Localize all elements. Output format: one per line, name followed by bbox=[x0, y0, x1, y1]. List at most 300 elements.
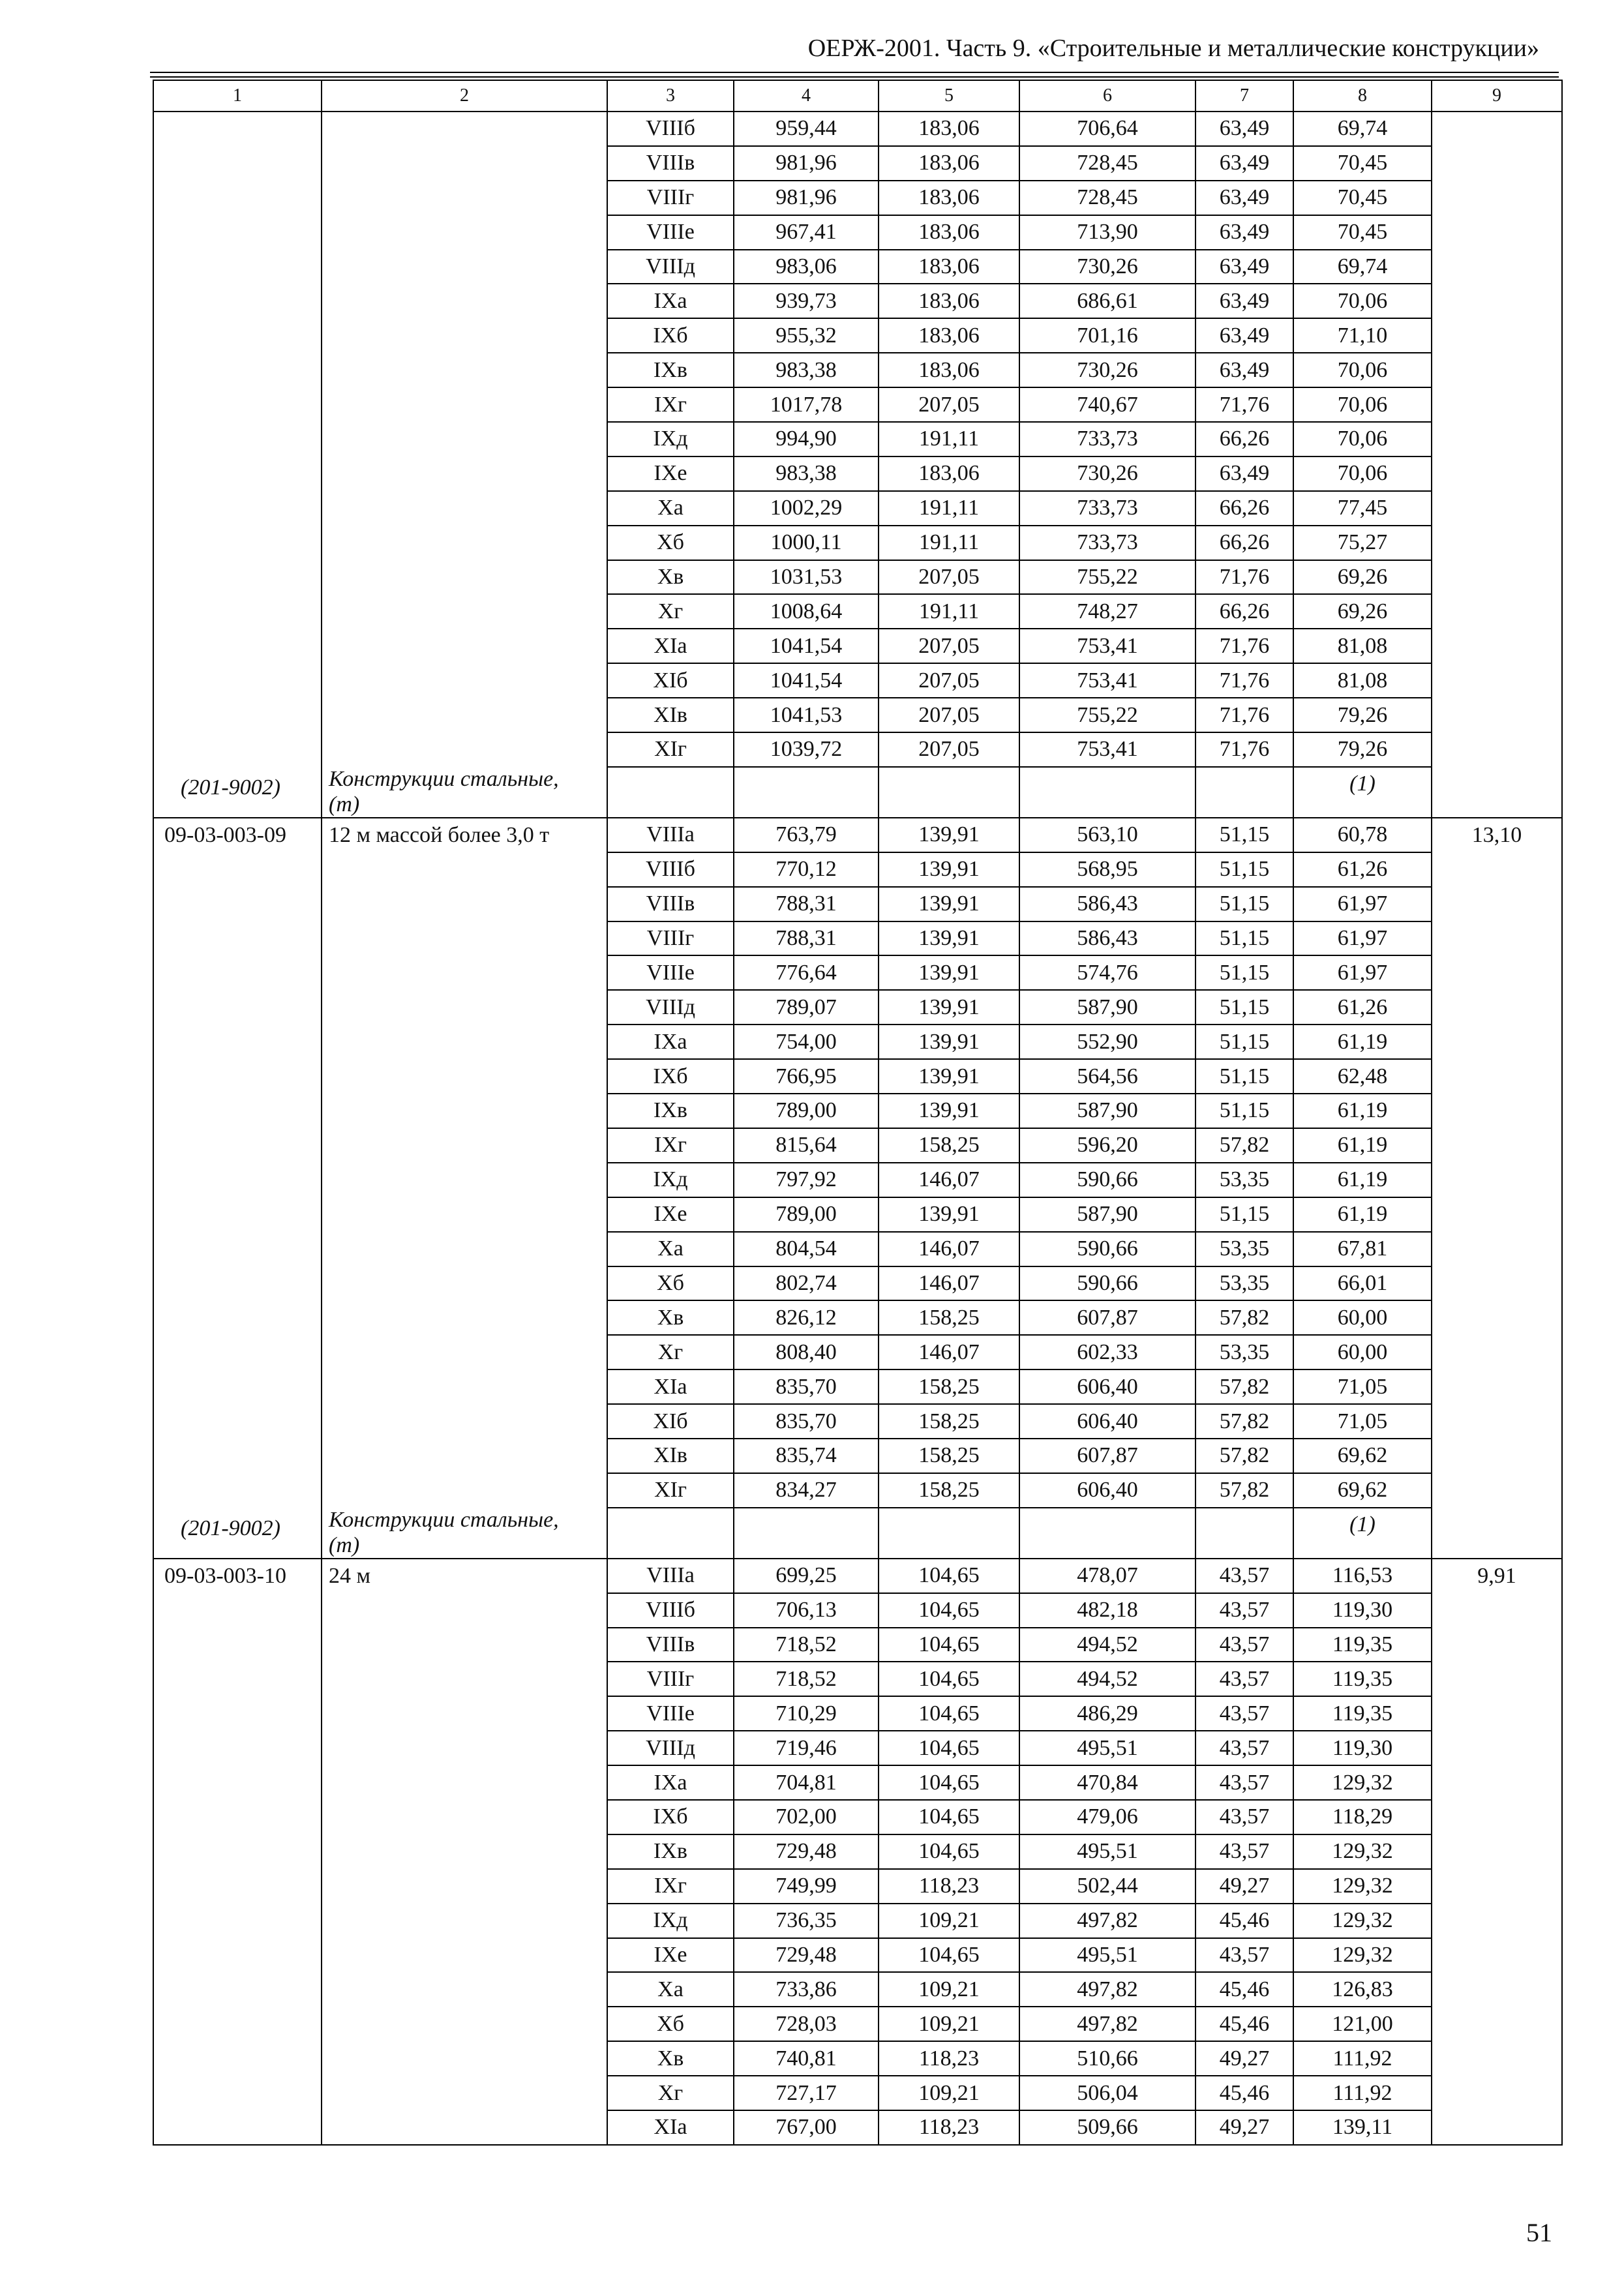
value-cell: 109,21 bbox=[879, 1904, 1019, 1938]
value-cell: 70,06 bbox=[1293, 422, 1432, 456]
value-cell: 70,45 bbox=[1293, 215, 1432, 250]
value-cell: 61,97 bbox=[1293, 887, 1432, 921]
value-cell: 207,05 bbox=[879, 698, 1019, 732]
value-cell: 61,19 bbox=[1293, 1025, 1432, 1059]
column-number: 5 bbox=[879, 80, 1019, 112]
value-cell: 119,35 bbox=[1293, 1696, 1432, 1731]
value-cell: 713,90 bbox=[1019, 215, 1195, 250]
value-cell: Xа bbox=[607, 491, 734, 526]
value-cell: 733,73 bbox=[1019, 526, 1195, 560]
value-cell: 63,49 bbox=[1195, 353, 1293, 387]
value-cell: 104,65 bbox=[879, 1628, 1019, 1662]
value-cell: 43,57 bbox=[1195, 1938, 1293, 1973]
value-cell: 736,35 bbox=[734, 1904, 879, 1938]
value-cell: 804,54 bbox=[734, 1232, 879, 1266]
value-cell: 146,07 bbox=[879, 1266, 1019, 1301]
value-cell: 43,57 bbox=[1195, 1559, 1293, 1593]
resource-name: Конструкции стальные, (т) bbox=[329, 1507, 559, 1557]
value-cell: 104,65 bbox=[879, 1834, 1019, 1869]
value-cell: 77,45 bbox=[1293, 491, 1432, 526]
value-cell: 57,82 bbox=[1195, 1473, 1293, 1508]
value-cell: 129,32 bbox=[1293, 1904, 1432, 1938]
work-name: 24 м bbox=[329, 1563, 371, 1588]
value-cell: 586,43 bbox=[1019, 921, 1195, 956]
value-cell: VIIIв bbox=[607, 146, 734, 181]
value-cell: 139,91 bbox=[879, 1197, 1019, 1232]
value-cell: VIIIг bbox=[607, 181, 734, 215]
value-cell: 126,83 bbox=[1293, 1972, 1432, 2007]
value-cell: 119,30 bbox=[1293, 1731, 1432, 1765]
value-cell: XIг bbox=[607, 732, 734, 767]
value-cell: IXд bbox=[607, 1904, 734, 1938]
value-cell: 939,73 bbox=[734, 284, 879, 318]
value-cell: 753,41 bbox=[1019, 732, 1195, 767]
value-cell: 740,81 bbox=[734, 2041, 879, 2076]
value-cell: IXг bbox=[607, 1128, 734, 1163]
work-name-cell bbox=[322, 1559, 607, 2145]
price-table bbox=[153, 80, 1563, 2146]
value-cell: 63,49 bbox=[1195, 250, 1293, 284]
value-cell: 75,27 bbox=[1293, 526, 1432, 560]
value-cell: 753,41 bbox=[1019, 629, 1195, 663]
value-cell: 104,65 bbox=[879, 1800, 1019, 1834]
value-cell: 1008,64 bbox=[734, 594, 879, 629]
value-cell: 158,25 bbox=[879, 1369, 1019, 1404]
value-cell: 51,15 bbox=[1195, 1197, 1293, 1232]
value-cell: 826,12 bbox=[734, 1300, 879, 1335]
value-cell: 51,15 bbox=[1195, 1059, 1293, 1094]
column-number: 2 bbox=[322, 80, 607, 112]
value-cell: 119,35 bbox=[1293, 1628, 1432, 1662]
value-cell: 207,05 bbox=[879, 560, 1019, 595]
value-cell: 733,73 bbox=[1019, 491, 1195, 526]
value-cell: 955,32 bbox=[734, 318, 879, 353]
empty-cell bbox=[734, 767, 879, 818]
value-cell: XIа bbox=[607, 629, 734, 663]
value-cell: 129,32 bbox=[1293, 1938, 1432, 1973]
value-cell: 497,82 bbox=[1019, 2007, 1195, 2041]
value-cell: 81,08 bbox=[1293, 629, 1432, 663]
value-cell: IXв bbox=[607, 353, 734, 387]
value-cell: 767,00 bbox=[734, 2110, 879, 2145]
value-cell: 587,90 bbox=[1019, 1094, 1195, 1128]
value-cell: 43,57 bbox=[1195, 1834, 1293, 1869]
value-cell: IXд bbox=[607, 1163, 734, 1197]
value-cell: 590,66 bbox=[1019, 1266, 1195, 1301]
value-cell: 1031,53 bbox=[734, 560, 879, 595]
value-cell: 71,76 bbox=[1195, 698, 1293, 732]
value-cell: 1041,54 bbox=[734, 629, 879, 663]
column-number: 7 bbox=[1195, 80, 1293, 112]
value-cell: 479,06 bbox=[1019, 1800, 1195, 1834]
value-cell: Xб bbox=[607, 2007, 734, 2041]
page-number: 51 bbox=[1526, 2218, 1552, 2247]
value-cell: 596,20 bbox=[1019, 1128, 1195, 1163]
value-cell: 71,76 bbox=[1195, 732, 1293, 767]
value-cell: VIIIг bbox=[607, 1662, 734, 1696]
value-cell: 146,07 bbox=[879, 1335, 1019, 1369]
resource-code: (201-9002) bbox=[181, 1516, 280, 1540]
value-cell: 478,07 bbox=[1019, 1559, 1195, 1593]
value-cell: 606,40 bbox=[1019, 1404, 1195, 1439]
value-cell: 43,57 bbox=[1195, 1628, 1293, 1662]
value-cell: 63,49 bbox=[1195, 215, 1293, 250]
resource-name: Конструкции стальные, (т) bbox=[329, 766, 559, 816]
value-cell: Xв bbox=[607, 560, 734, 595]
value-cell: 51,15 bbox=[1195, 990, 1293, 1025]
value-cell: 983,06 bbox=[734, 250, 879, 284]
value-cell: 482,18 bbox=[1019, 1593, 1195, 1628]
value-cell: 61,19 bbox=[1293, 1197, 1432, 1232]
value-cell: 139,91 bbox=[879, 818, 1019, 852]
value-cell: 789,00 bbox=[734, 1094, 879, 1128]
value-cell: 139,91 bbox=[879, 852, 1019, 887]
value-cell: 118,29 bbox=[1293, 1800, 1432, 1834]
value-cell: 69,26 bbox=[1293, 560, 1432, 595]
value-cell: 587,90 bbox=[1019, 1197, 1195, 1232]
value-cell: 51,15 bbox=[1195, 852, 1293, 887]
value-cell: 69,62 bbox=[1293, 1439, 1432, 1473]
value-cell: 183,06 bbox=[879, 353, 1019, 387]
value-cell: 45,46 bbox=[1195, 2007, 1293, 2041]
value-cell: 61,26 bbox=[1293, 990, 1432, 1025]
value-cell: Xб bbox=[607, 1266, 734, 1301]
value-cell: 788,31 bbox=[734, 887, 879, 921]
column-number: 8 bbox=[1293, 80, 1432, 112]
value-cell: 61,19 bbox=[1293, 1128, 1432, 1163]
value-cell: 495,51 bbox=[1019, 1938, 1195, 1973]
value-cell: 802,74 bbox=[734, 1266, 879, 1301]
value-cell: 1039,72 bbox=[734, 732, 879, 767]
value-cell: 753,41 bbox=[1019, 663, 1195, 698]
value-cell: 71,76 bbox=[1195, 560, 1293, 595]
value-cell: 43,57 bbox=[1195, 1662, 1293, 1696]
value-cell: 70,45 bbox=[1293, 146, 1432, 181]
value-cell: 81,08 bbox=[1293, 663, 1432, 698]
value-cell: 191,11 bbox=[879, 526, 1019, 560]
value-cell: VIIIе bbox=[607, 1696, 734, 1731]
value-cell: 486,29 bbox=[1019, 1696, 1195, 1731]
value-cell: 207,05 bbox=[879, 629, 1019, 663]
value-cell: VIIIг bbox=[607, 921, 734, 956]
value-cell: 121,00 bbox=[1293, 2007, 1432, 2041]
value-cell: Xг bbox=[607, 2076, 734, 2110]
value-cell: 510,66 bbox=[1019, 2041, 1195, 2076]
empty-cell bbox=[734, 1508, 879, 1559]
value-cell: Xг bbox=[607, 1335, 734, 1369]
value-cell: 104,65 bbox=[879, 1696, 1019, 1731]
value-cell: IXа bbox=[607, 1765, 734, 1800]
value-cell: 61,19 bbox=[1293, 1163, 1432, 1197]
value-cell: 45,46 bbox=[1195, 1972, 1293, 2007]
value-cell: 109,21 bbox=[879, 2007, 1019, 2041]
value-cell: 702,00 bbox=[734, 1800, 879, 1834]
value-cell: 815,64 bbox=[734, 1128, 879, 1163]
value-cell: 104,65 bbox=[879, 1662, 1019, 1696]
value-cell: 158,25 bbox=[879, 1128, 1019, 1163]
value-cell: 51,15 bbox=[1195, 1094, 1293, 1128]
value-cell: 61,19 bbox=[1293, 1094, 1432, 1128]
value-cell: 66,26 bbox=[1195, 526, 1293, 560]
empty-cell bbox=[879, 1508, 1019, 1559]
value-cell: IXе bbox=[607, 1938, 734, 1973]
value-cell: Xг bbox=[607, 594, 734, 629]
value-cell: 754,00 bbox=[734, 1025, 879, 1059]
value-cell: VIIIв bbox=[607, 1628, 734, 1662]
value-cell: 207,05 bbox=[879, 663, 1019, 698]
value-cell: 719,46 bbox=[734, 1731, 879, 1765]
value-cell: 139,11 bbox=[1293, 2110, 1432, 2145]
value-cell: IXа bbox=[607, 284, 734, 318]
value-cell: 763,79 bbox=[734, 818, 879, 852]
value-cell: 183,06 bbox=[879, 215, 1019, 250]
value-cell: VIIIа bbox=[607, 1559, 734, 1593]
value-cell: 63,49 bbox=[1195, 112, 1293, 146]
value-cell: 111,92 bbox=[1293, 2041, 1432, 2076]
value-cell: 552,90 bbox=[1019, 1025, 1195, 1059]
value-cell: 146,07 bbox=[879, 1163, 1019, 1197]
value-cell: 104,65 bbox=[879, 1731, 1019, 1765]
value-cell: IXг bbox=[607, 387, 734, 422]
value-cell: 129,32 bbox=[1293, 1765, 1432, 1800]
value-cell: 967,41 bbox=[734, 215, 879, 250]
value-cell: 118,23 bbox=[879, 2041, 1019, 2076]
resource-value: (1) bbox=[1293, 1508, 1432, 1559]
value-cell: 704,81 bbox=[734, 1765, 879, 1800]
value-cell: 602,33 bbox=[1019, 1335, 1195, 1369]
value-cell: 497,82 bbox=[1019, 1904, 1195, 1938]
value-cell: IXб bbox=[607, 1059, 734, 1094]
column-number: 6 bbox=[1019, 80, 1195, 112]
value-cell: 69,62 bbox=[1293, 1473, 1432, 1508]
value-cell: 51,15 bbox=[1195, 1025, 1293, 1059]
value-cell: 981,96 bbox=[734, 181, 879, 215]
empty-cell bbox=[879, 767, 1019, 818]
value-cell: IXг bbox=[607, 1869, 734, 1904]
value-cell: 606,40 bbox=[1019, 1473, 1195, 1508]
value-cell: 66,26 bbox=[1195, 422, 1293, 456]
resource-value: (1) bbox=[1293, 767, 1432, 818]
value-cell: 53,35 bbox=[1195, 1163, 1293, 1197]
empty-cell bbox=[607, 767, 734, 818]
value-cell: 104,65 bbox=[879, 1765, 1019, 1800]
value-cell: 51,15 bbox=[1195, 921, 1293, 956]
value-cell: 63,49 bbox=[1195, 456, 1293, 491]
value-cell: 183,06 bbox=[879, 284, 1019, 318]
value-cell: VIIIе bbox=[607, 955, 734, 990]
value-cell: 60,00 bbox=[1293, 1335, 1432, 1369]
value-cell: 45,46 bbox=[1195, 1904, 1293, 1938]
value-cell: 70,06 bbox=[1293, 456, 1432, 491]
value-cell: IXа bbox=[607, 1025, 734, 1059]
value-cell: 51,15 bbox=[1195, 955, 1293, 990]
value-cell: 607,87 bbox=[1019, 1300, 1195, 1335]
value-cell: 755,22 bbox=[1019, 560, 1195, 595]
value-cell: 749,99 bbox=[734, 1869, 879, 1904]
value-cell: 129,32 bbox=[1293, 1834, 1432, 1869]
value-cell: 45,46 bbox=[1195, 2076, 1293, 2110]
value-cell: 57,82 bbox=[1195, 1300, 1293, 1335]
value-cell: 118,23 bbox=[879, 1869, 1019, 1904]
value-cell: 766,95 bbox=[734, 1059, 879, 1094]
page-header: ОЕРЖ-2001. Часть 9. «Строительные и металлические конструкции» bbox=[807, 35, 1539, 62]
value-cell: 797,92 bbox=[734, 1163, 879, 1197]
value-cell: 730,26 bbox=[1019, 353, 1195, 387]
value-cell: VIIIв bbox=[607, 887, 734, 921]
value-cell: Xв bbox=[607, 2041, 734, 2076]
value-cell: 587,90 bbox=[1019, 990, 1195, 1025]
value-cell: 139,91 bbox=[879, 1094, 1019, 1128]
value-cell: 53,35 bbox=[1195, 1335, 1293, 1369]
value-cell: 728,45 bbox=[1019, 146, 1195, 181]
value-cell: Xа bbox=[607, 1232, 734, 1266]
value-cell: 139,91 bbox=[879, 921, 1019, 956]
value-cell: 606,40 bbox=[1019, 1369, 1195, 1404]
value-cell: 53,35 bbox=[1195, 1266, 1293, 1301]
value-cell: 139,91 bbox=[879, 955, 1019, 990]
value-cell: VIIIб bbox=[607, 112, 734, 146]
value-cell: 718,52 bbox=[734, 1662, 879, 1696]
value-cell: 495,51 bbox=[1019, 1834, 1195, 1869]
value-cell: XIа bbox=[607, 2110, 734, 2145]
resource-code: (201-9002) bbox=[181, 775, 280, 800]
work-name-cell bbox=[322, 818, 607, 1559]
value-cell: 43,57 bbox=[1195, 1593, 1293, 1628]
value-cell: 1041,54 bbox=[734, 663, 879, 698]
rate-code-cell bbox=[153, 818, 322, 1559]
value-cell: 57,82 bbox=[1195, 1128, 1293, 1163]
column-number-row bbox=[153, 80, 1562, 112]
value-cell: 61,97 bbox=[1293, 921, 1432, 956]
value-cell: 158,25 bbox=[879, 1473, 1019, 1508]
rate-code-cell bbox=[153, 112, 322, 818]
value-cell: 730,26 bbox=[1019, 250, 1195, 284]
value-cell: 43,57 bbox=[1195, 1800, 1293, 1834]
value-cell: 71,10 bbox=[1293, 318, 1432, 353]
value-cell: 63,49 bbox=[1195, 146, 1293, 181]
column-9-value: 9,91 bbox=[1432, 1559, 1562, 2145]
value-cell: 835,70 bbox=[734, 1404, 879, 1439]
value-cell: 699,25 bbox=[734, 1559, 879, 1593]
value-cell: 686,61 bbox=[1019, 284, 1195, 318]
value-cell: 146,07 bbox=[879, 1232, 1019, 1266]
column-number: 3 bbox=[607, 80, 734, 112]
value-cell: 139,91 bbox=[879, 887, 1019, 921]
value-cell: 71,76 bbox=[1195, 663, 1293, 698]
value-cell: 51,15 bbox=[1195, 887, 1293, 921]
value-cell: 60,78 bbox=[1293, 818, 1432, 852]
value-cell: 733,73 bbox=[1019, 422, 1195, 456]
value-cell: 66,26 bbox=[1195, 491, 1293, 526]
value-cell: 61,26 bbox=[1293, 852, 1432, 887]
value-cell: 109,21 bbox=[879, 2076, 1019, 2110]
value-cell: IXб bbox=[607, 1800, 734, 1834]
value-cell: 748,27 bbox=[1019, 594, 1195, 629]
value-cell: 116,53 bbox=[1293, 1559, 1432, 1593]
value-cell: IXв bbox=[607, 1834, 734, 1869]
value-cell: 53,35 bbox=[1195, 1232, 1293, 1266]
value-cell: 494,52 bbox=[1019, 1628, 1195, 1662]
value-cell: 983,38 bbox=[734, 353, 879, 387]
value-cell: VIIIд bbox=[607, 1731, 734, 1765]
value-cell: Xб bbox=[607, 526, 734, 560]
value-cell: 789,00 bbox=[734, 1197, 879, 1232]
value-cell: XIа bbox=[607, 1369, 734, 1404]
value-cell: 183,06 bbox=[879, 146, 1019, 181]
value-cell: XIв bbox=[607, 1439, 734, 1473]
rate-code: 09-03-003-10 bbox=[164, 1563, 286, 1588]
value-cell: 959,44 bbox=[734, 112, 879, 146]
value-cell: 158,25 bbox=[879, 1404, 1019, 1439]
value-cell: 79,26 bbox=[1293, 732, 1432, 767]
value-cell: 994,90 bbox=[734, 422, 879, 456]
value-cell: 183,06 bbox=[879, 456, 1019, 491]
value-cell: 118,23 bbox=[879, 2110, 1019, 2145]
value-cell: 111,92 bbox=[1293, 2076, 1432, 2110]
value-cell: 1000,11 bbox=[734, 526, 879, 560]
value-cell: 57,82 bbox=[1195, 1369, 1293, 1404]
value-cell: 834,27 bbox=[734, 1473, 879, 1508]
value-cell: 729,48 bbox=[734, 1834, 879, 1869]
value-cell: 770,12 bbox=[734, 852, 879, 887]
value-cell: IXд bbox=[607, 422, 734, 456]
column-number: 4 bbox=[734, 80, 879, 112]
value-cell: IXе bbox=[607, 1197, 734, 1232]
value-cell: VIIIа bbox=[607, 818, 734, 852]
header-rule bbox=[150, 72, 1559, 73]
value-cell: 1002,29 bbox=[734, 491, 879, 526]
value-cell: 139,91 bbox=[879, 990, 1019, 1025]
table-row bbox=[153, 112, 1562, 146]
value-cell: 495,51 bbox=[1019, 1731, 1195, 1765]
value-cell: 586,43 bbox=[1019, 887, 1195, 921]
value-cell: 183,06 bbox=[879, 112, 1019, 146]
value-cell: 70,06 bbox=[1293, 284, 1432, 318]
value-cell: XIг bbox=[607, 1473, 734, 1508]
value-cell: 191,11 bbox=[879, 422, 1019, 456]
value-cell: 470,84 bbox=[1019, 1765, 1195, 1800]
value-cell: 727,17 bbox=[734, 2076, 879, 2110]
value-cell: 706,13 bbox=[734, 1593, 879, 1628]
value-cell: 66,01 bbox=[1293, 1266, 1432, 1301]
value-cell: 139,91 bbox=[879, 1025, 1019, 1059]
value-cell: XIв bbox=[607, 698, 734, 732]
value-cell: Xв bbox=[607, 1300, 734, 1335]
value-cell: 789,07 bbox=[734, 990, 879, 1025]
value-cell: 66,26 bbox=[1195, 594, 1293, 629]
value-cell: 718,52 bbox=[734, 1628, 879, 1662]
value-cell: 706,64 bbox=[1019, 112, 1195, 146]
value-cell: 69,74 bbox=[1293, 112, 1432, 146]
value-cell: 191,11 bbox=[879, 594, 1019, 629]
value-cell: 183,06 bbox=[879, 318, 1019, 353]
value-cell: 730,26 bbox=[1019, 456, 1195, 491]
value-cell: 574,76 bbox=[1019, 955, 1195, 990]
value-cell: VIIIб bbox=[607, 1593, 734, 1628]
value-cell: 49,27 bbox=[1195, 1869, 1293, 1904]
value-cell: 788,31 bbox=[734, 921, 879, 956]
value-cell: 104,65 bbox=[879, 1559, 1019, 1593]
value-cell: 733,86 bbox=[734, 1972, 879, 2007]
value-cell: 981,96 bbox=[734, 146, 879, 181]
value-cell: 129,32 bbox=[1293, 1869, 1432, 1904]
value-cell: 494,52 bbox=[1019, 1662, 1195, 1696]
value-cell: 755,22 bbox=[1019, 698, 1195, 732]
value-cell: 497,82 bbox=[1019, 1972, 1195, 2007]
value-cell: 104,65 bbox=[879, 1938, 1019, 1973]
value-cell: 509,66 bbox=[1019, 2110, 1195, 2145]
value-cell: VIIIд bbox=[607, 250, 734, 284]
